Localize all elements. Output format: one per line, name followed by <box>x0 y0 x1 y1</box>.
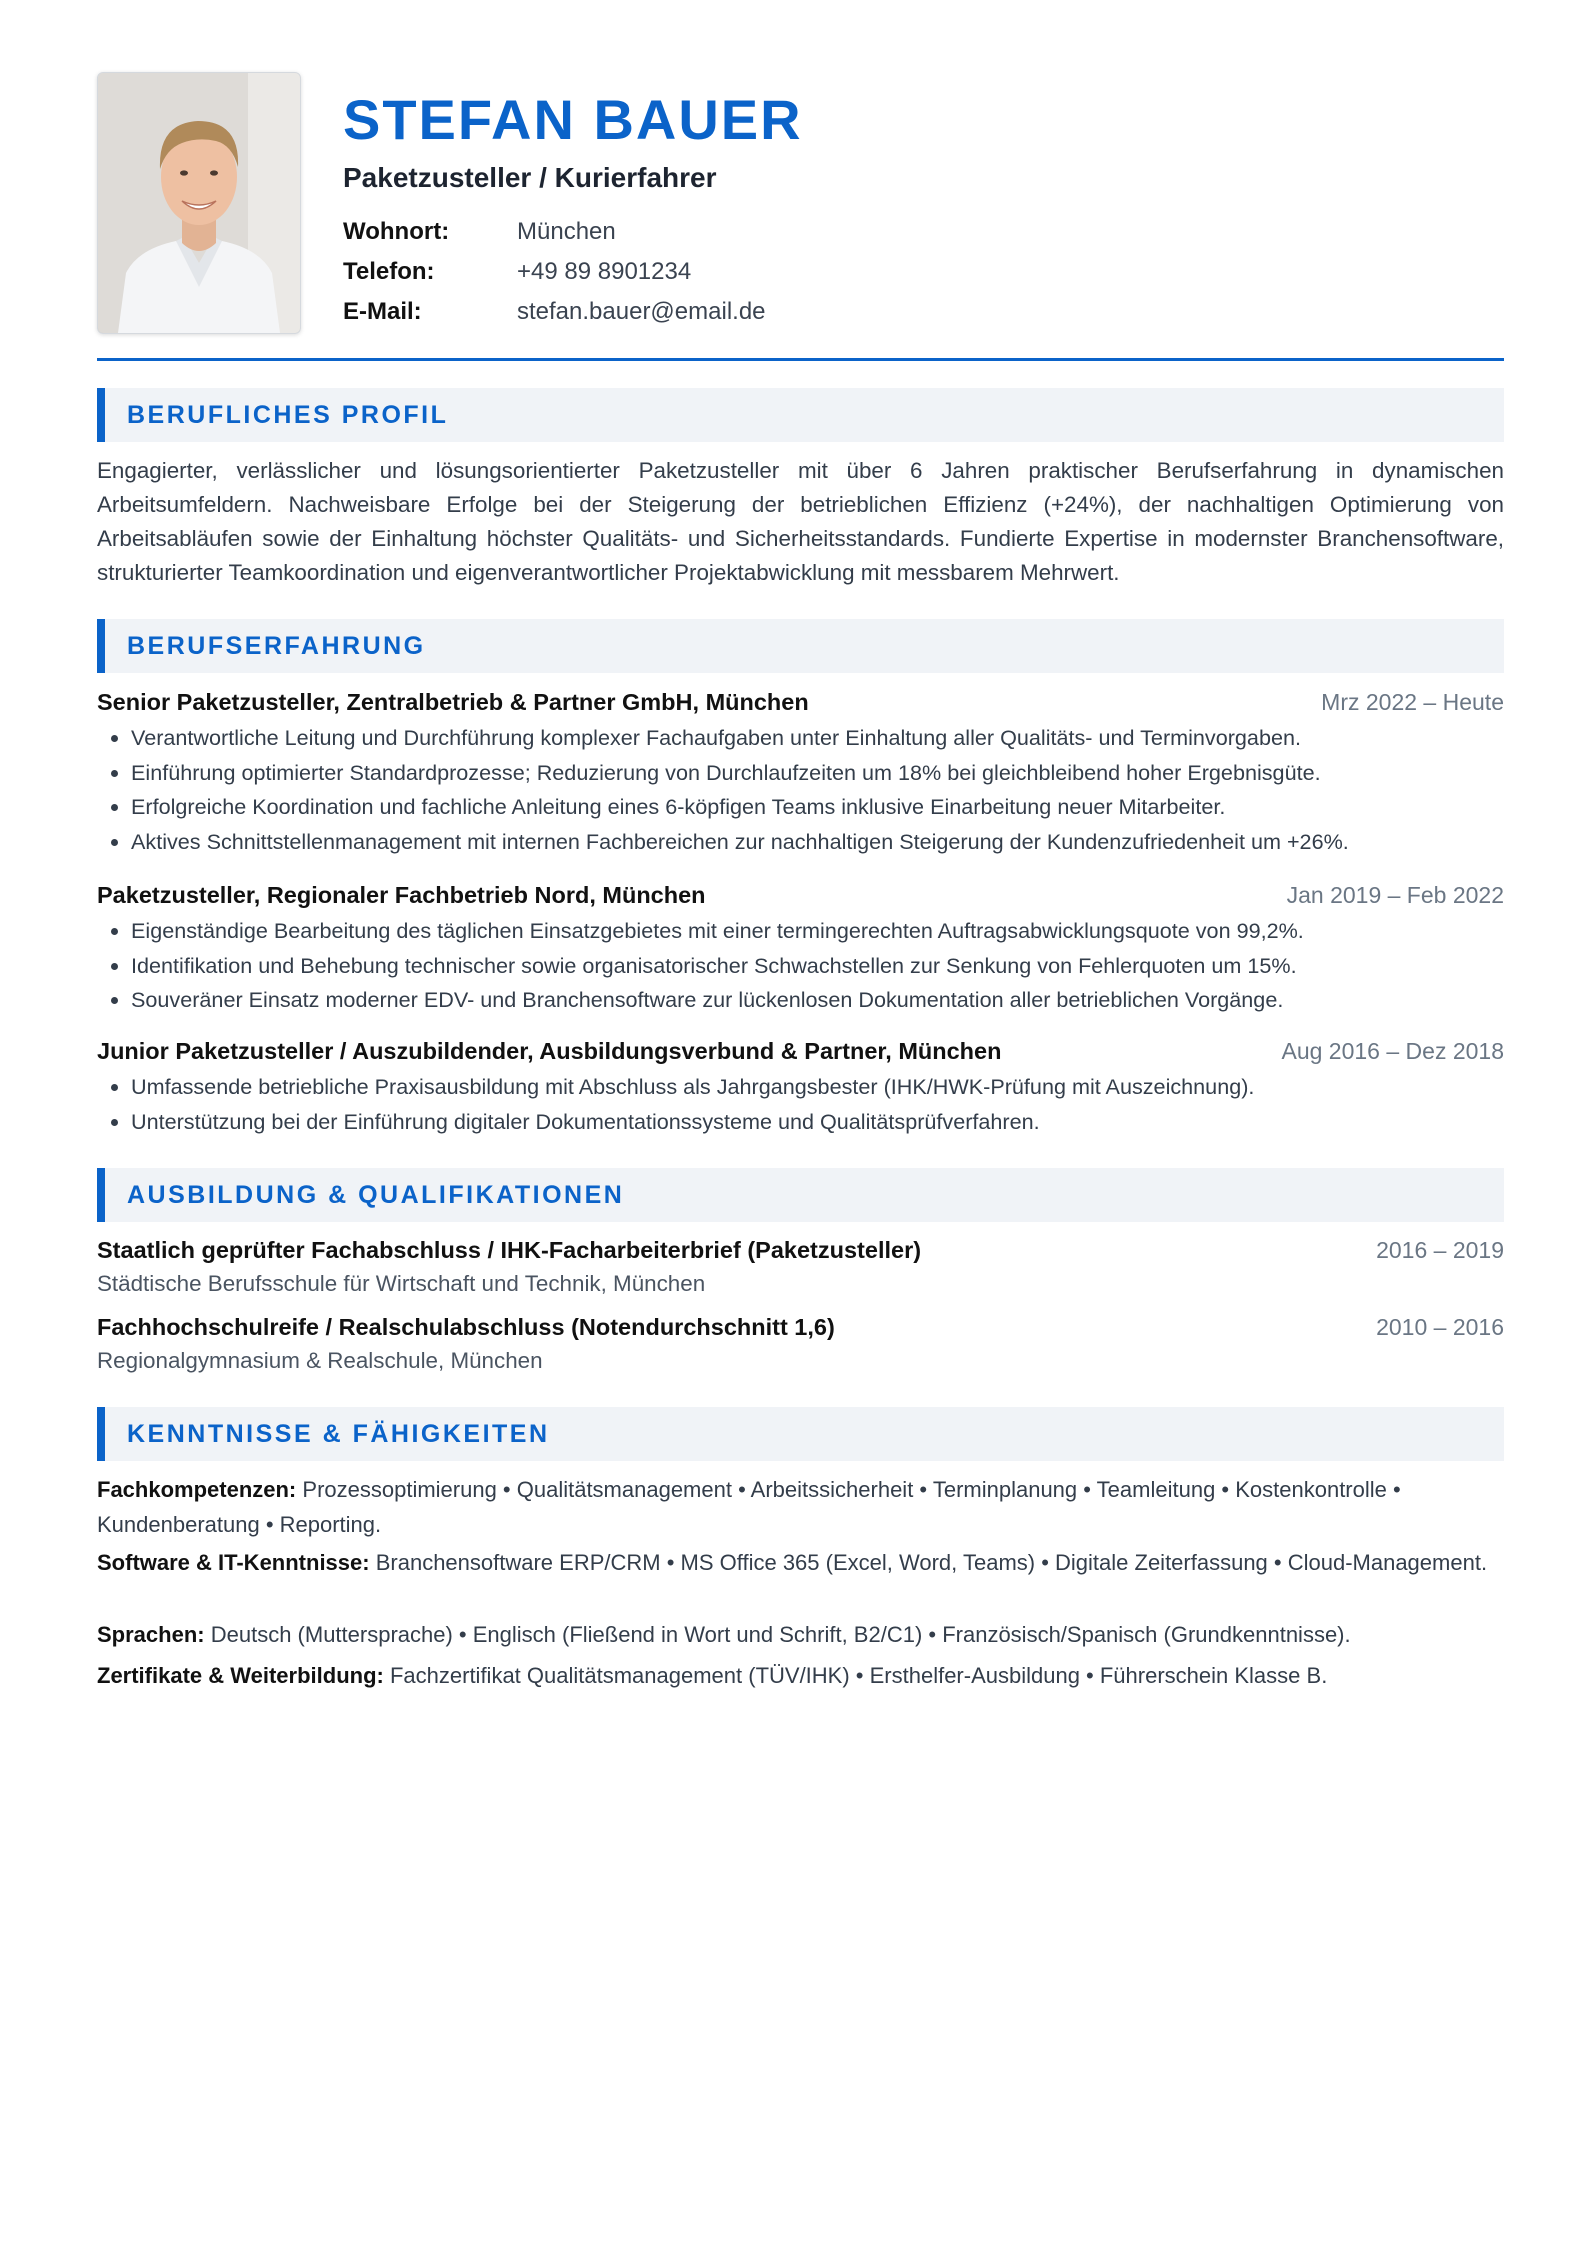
job-bullet: • Souveräner Einsatz moderner EDV- und Branchensoftware zur lückenlosen Dokumentation aller betrieblichen Vorgänge. <box>131 983 1504 1018</box>
skill-label: Zertifikate & Weiterbildung: <box>97 1663 384 1688</box>
job-title: Junior Paketzusteller / Auszubildender, Ausbildungsverbund & Partner, München <box>97 1038 1002 1064</box>
section-heading-skills <box>97 1407 1504 1461</box>
section-heading-text: BERUFLICHES PROFIL <box>127 401 449 429</box>
job-entry <box>97 878 1504 1018</box>
job-bullet: • Eigenständige Bearbeitung des täglichen Einsatzgebietes mit einer termingerechten Auftragsabwicklungsquote von 99,2%. <box>131 914 1504 949</box>
contact-info <box>343 212 766 332</box>
candidate-name: STEFAN BAUER <box>343 88 803 151</box>
education-title: Fachhochschulreife / Realschulabschluss (Notendurchschnitt 1,6) <box>97 1314 835 1340</box>
contact-label: Telefon: <box>343 258 435 285</box>
job-bullet: • Unterstützung bei der Einführung digitaler Dokumentationssysteme und Qualitätsprüfverfahren. <box>131 1105 1504 1140</box>
resume-page <box>97 72 1504 1688</box>
contact-value-email: stefan.bauer@email.de <box>517 298 766 325</box>
job-bullets <box>97 914 1504 1018</box>
job-bullet: • Identifikation und Behebung technischer sowie organisatorischer Schwachstellen zur Senkung von Fehlerquoten um 15%. <box>131 949 1504 984</box>
job-bullet: • Einführung optimierter Standardprozesse; Reduzierung von Durchlaufzeiten um 18% bei gleichbleibend hoher Ergebnisgüte. <box>131 756 1504 791</box>
education-date: 2016 – 2019 <box>1376 1237 1504 1263</box>
contact-row-residence <box>343 212 766 252</box>
skill-group <box>97 1473 1504 1542</box>
section-heading-education <box>97 1168 1504 1222</box>
contact-value-residence: München <box>517 218 616 245</box>
section-heading-profile <box>97 388 1504 442</box>
job-entry <box>97 685 1504 859</box>
job-date: Jan 2019 – Feb 2022 <box>1286 882 1504 908</box>
skill-label: Fachkompetenzen: <box>97 1477 297 1502</box>
education-school: Städtische Berufsschule für Wirtschaft und Technik, München <box>97 1271 706 1296</box>
candidate-job-title: Paketzusteller / Kurierfahrer <box>343 162 717 193</box>
section-heading-experience <box>97 619 1504 673</box>
section-heading-text: KENNTNISSE & FÄHIGKEITEN <box>127 1420 550 1448</box>
skill-text: Branchensoftware ERP/CRM • MS Office 365 (Excel, Word, Teams) • Digitale Zeiterfassung • Cloud-Management. <box>375 1550 1488 1575</box>
section-heading-text: BERUFSERFAHRUNG <box>127 632 426 660</box>
profile-summary: Engagierter, verlässlicher und lösungsorientierter Paketzusteller mit über 6 Jahren praktischer Berufserfahrung in dynamischen Arbeitsumfeldern. Nachweisbare Erfolge bei der Steigerung der betrieblichen Effizienz (+24%), der nachhaltigen Optimierung von Arbeitsabläufen sowie der Einhaltung höchster Qualitäts- und Sicherheitsstandards. Fundierte Expertise in modernster Branchensoftware, strukturierter Teamkoordination und eigenverantwortlicher Projektabwicklung mit messbarem Mehrwert. <box>97 458 1504 585</box>
education-title: Staatlich geprüfter Fachabschluss / IHK-Facharbeiterbrief (Paketzusteller) <box>97 1237 922 1263</box>
skill-group <box>97 1659 1504 1694</box>
job-title: Senior Paketzusteller, Zentralbetrieb & Partner GmbH, München <box>97 689 809 715</box>
contact-value-phone: +49 89 8901234 <box>517 258 692 285</box>
job-date: Aug 2016 – Dez 2018 <box>1281 1038 1504 1064</box>
skill-group <box>97 1546 1504 1581</box>
skill-group <box>97 1618 1504 1653</box>
job-entry <box>97 1034 1504 1139</box>
job-bullet: • Aktives Schnittstellenmanagement mit internen Fachbereichen zur nachhaltigen Steigerung der Kundenzufriedenheit um +26%. <box>131 825 1504 860</box>
skill-label: Software & IT-Kenntnisse: <box>97 1550 370 1575</box>
education-date: 2010 – 2016 <box>1376 1314 1504 1340</box>
job-bullets <box>97 721 1504 859</box>
skill-text: Deutsch (Muttersprache) • Englisch (Fließend in Wort und Schrift, B2/C1) • Französisch/Spanisch (Grundkenntnisse). <box>210 1622 1351 1647</box>
contact-row-phone <box>343 252 766 292</box>
header-divider <box>97 358 1504 361</box>
contact-label: Wohnort: <box>343 218 450 245</box>
skill-label: Sprachen: <box>97 1622 205 1647</box>
job-bullet: • Umfassende betriebliche Praxisausbildung mit Abschluss als Jahrgangsbester (IHK/HWK-Prüfung mit Auszeichnung). <box>131 1070 1504 1105</box>
contact-label: E-Mail: <box>343 298 422 325</box>
profile-photo <box>97 72 301 334</box>
skill-text: Fachzertifikat Qualitätsmanagement (TÜV/IHK) • Ersthelfer-Ausbildung • Führerschein Klasse B. <box>389 1663 1328 1688</box>
job-bullet: • Verantwortliche Leitung und Durchführung komplexer Fachaufgaben unter Einhaltung aller Qualitäts- und Terminvorgaben. <box>131 721 1504 756</box>
job-date: Mrz 2022 – Heute <box>1321 689 1504 715</box>
education-school: Regionalgymnasium & Realschule, München <box>97 1348 543 1373</box>
job-bullet: • Erfolgreiche Koordination und fachliche Anleitung eines 6-köpfigen Teams inklusive Einarbeitung neuer Mitarbeiter. <box>131 790 1504 825</box>
section-heading-text: AUSBILDUNG & QUALIFIKATIONEN <box>127 1181 625 1209</box>
education-entry <box>97 1233 1504 1301</box>
job-bullets <box>97 1070 1504 1139</box>
contact-row-email <box>343 292 766 332</box>
resume-header <box>97 72 1504 332</box>
job-title: Paketzusteller, Regionaler Fachbetrieb Nord, München <box>97 882 706 908</box>
skill-text: Prozessoptimierung • Qualitätsmanagement • Arbeitssicherheit • Terminplanung • Teamleitung • Kostenkontrolle • Kundenberatung • Reporting. <box>97 1477 1401 1537</box>
education-entry <box>97 1310 1504 1378</box>
